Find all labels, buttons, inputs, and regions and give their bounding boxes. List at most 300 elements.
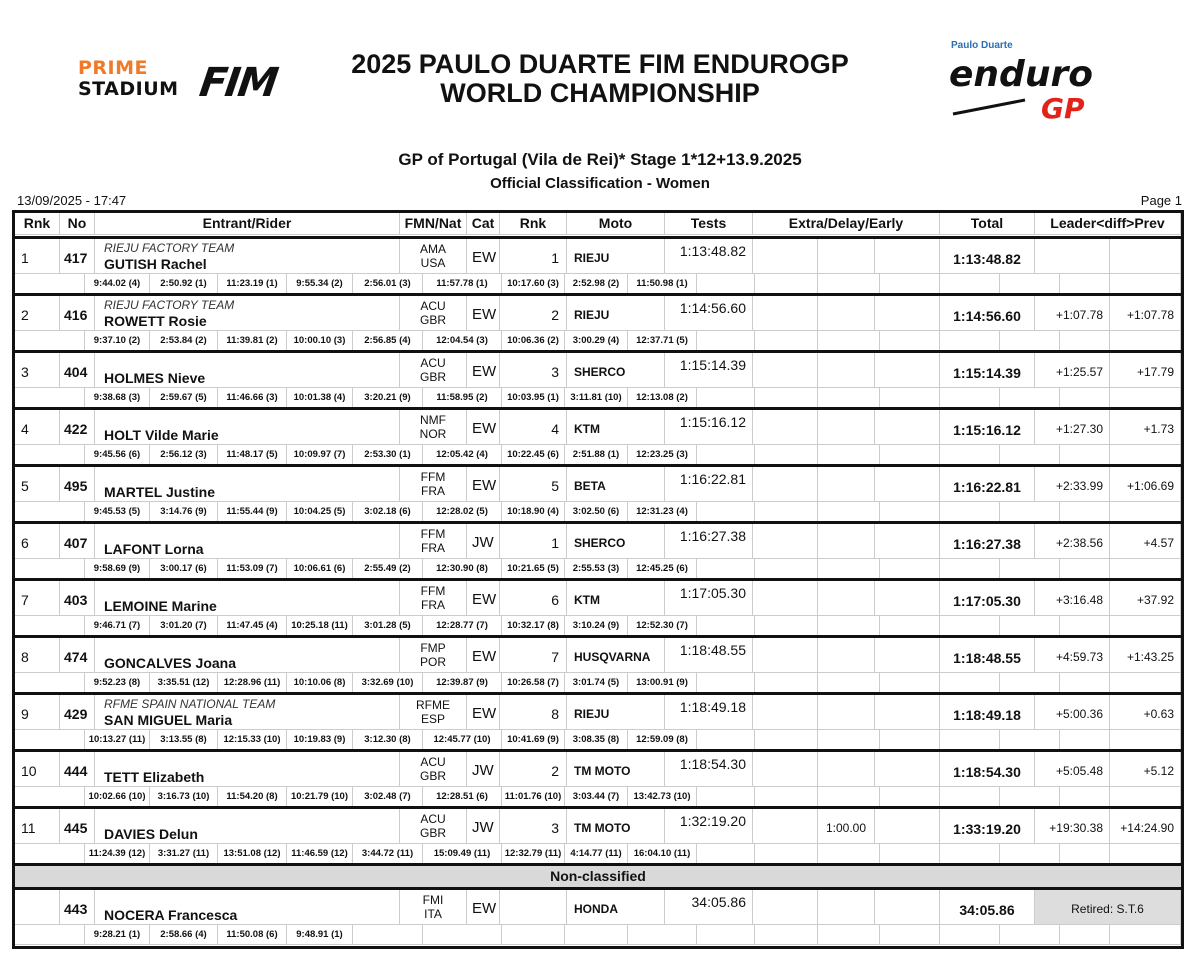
fmn-nat [400,353,467,388]
delay-time [818,524,875,559]
rank [15,890,60,925]
rider-name: HOLMES Nieve [104,370,206,386]
column-header-moto: Moto [567,213,665,235]
split-time: 2:55.49 (2) [353,559,423,579]
motorcycle: SHERCO [567,353,665,388]
tests-time: 1:15:16.12 [665,410,753,445]
early-time [875,353,940,388]
split-time [755,559,818,579]
split-time: 3:35.51 (12) [150,673,218,693]
split-time [755,925,818,945]
rank: 9 [15,695,60,730]
category: EW [467,239,500,274]
fmn: ACU [420,356,446,370]
split-time [1110,730,1181,750]
split-time: 10:32.17 (8) [502,616,565,636]
bib-number: 417 [60,239,95,274]
results-table [12,210,1184,949]
fmn-nat [400,524,467,559]
split-time: 9:52.23 (8) [85,673,150,693]
event-title: GP of Portugal (Vila de Rei)* Stage 1*12+13.9.2025 [398,150,802,169]
tests-time: 1:16:22.81 [665,467,753,502]
split-time [755,730,818,750]
split-time: 10:01.38 (4) [287,388,353,408]
split-time [940,388,1000,408]
entrant [95,524,400,559]
tests-time: 1:18:54.30 [665,752,753,787]
split-time: 9:55.34 (2) [287,274,353,294]
nat: GBR [419,826,446,840]
team-name: RIEJU FACTORY TEAM [104,241,235,255]
total-time: 1:18:48.55 [940,638,1035,673]
split-time: 2:53.84 (2) [150,331,218,351]
split-time: 11:46.59 (12) [287,844,353,864]
delay-time [818,353,875,388]
column-header-leader-diff-prev: Leader<diff>Prev [1035,213,1181,235]
split-time: 16:04.10 (11) [628,844,697,864]
split-time: 10:04.25 (5) [287,502,353,522]
split-time [697,925,755,945]
gap-leader: +2:38.56 [1035,524,1110,559]
split-time: 9:38.68 (3) [85,388,150,408]
early-time [875,890,940,925]
total-time: 1:16:22.81 [940,467,1035,502]
category-rank: 5 [500,467,567,502]
split-time: 10:17.60 (3) [502,274,565,294]
tests-time: 34:05.86 [665,890,753,925]
bib-number: 444 [60,752,95,787]
fmn: RFME [416,698,450,712]
rider-name: MARTEL Justine [104,484,215,500]
split-time [755,844,818,864]
nat: NOR [419,427,447,441]
split-time [1060,787,1110,807]
split-time: 3:00.29 (4) [565,331,628,351]
entrant [95,581,400,616]
extra-time [753,638,818,673]
split-time: 13:51.08 (12) [218,844,287,864]
split-time [15,787,85,807]
split-time [1000,673,1060,693]
split-time [697,502,755,522]
rider-row [15,578,1181,635]
motorcycle: SHERCO [567,524,665,559]
early-time [875,581,940,616]
split-time [1000,559,1060,579]
delay-time [818,752,875,787]
split-time [1000,787,1060,807]
split-time: 10:18.90 (4) [502,502,565,522]
entrant [95,809,400,844]
split-time [940,445,1000,465]
gap-previous: +5.12 [1110,752,1181,787]
rider-name: NOCERA Francesca [104,907,238,923]
gap-leader: +2:33.99 [1035,467,1110,502]
split-time: 2:58.66 (4) [150,925,218,945]
fmn-nat [400,581,467,616]
split-time [880,331,940,351]
split-time: 12:30.90 (8) [423,559,502,579]
tests-time: 1:16:27.38 [665,524,753,559]
split-time [940,559,1000,579]
split-time: 11:48.17 (5) [218,445,287,465]
category: EW [467,353,500,388]
category-rank: 7 [500,638,567,673]
split-time [1000,616,1060,636]
print-datetime: 13/09/2025 - 17:47 [17,193,127,208]
split-time: 3:13.55 (8) [150,730,218,750]
split-time [818,388,880,408]
delay-time [818,239,875,274]
split-time: 9:58.69 (9) [85,559,150,579]
split-time [818,844,880,864]
fmn-nat [400,410,467,445]
split-time: 3:08.35 (8) [565,730,628,750]
entrant [95,353,400,388]
fmn: ACU [420,299,446,313]
split-time [697,730,755,750]
rider-name: LEMOINE Marine [104,598,217,614]
split-time: 2:50.92 (1) [150,274,218,294]
column-header-rnk: Rnk [15,213,60,235]
status: Retired: S.T.6 [1035,890,1181,925]
tests-time: 1:13:48.82 [665,239,753,274]
category: JW [467,752,500,787]
entrant [95,410,400,445]
bib-number: 474 [60,638,95,673]
endurogp-logo [945,38,1115,123]
entrant [95,239,400,274]
split-time [880,673,940,693]
early-time [875,467,940,502]
split-time [1110,673,1181,693]
total-time: 1:17:05.30 [940,581,1035,616]
extra-time [753,524,818,559]
non-classified-header: Non-classified [15,863,1181,887]
split-time [697,673,755,693]
fmn-nat [400,239,467,274]
svg-text:GP: GP [1041,92,1085,123]
split-time: 10:26.58 (7) [502,673,565,693]
split-time [1110,787,1181,807]
total-time: 1:33:19.20 [940,809,1035,844]
motorcycle: RIEJU [567,695,665,730]
rider-name: GUTISH Rachel [104,256,207,272]
split-time [15,445,85,465]
nat: GBR [419,769,446,783]
split-time: 3:02.48 (7) [353,787,423,807]
split-time [1000,445,1060,465]
category-rank: 4 [500,410,567,445]
split-time [755,787,818,807]
split-time [880,559,940,579]
split-time: 11:23.19 (1) [218,274,287,294]
split-time [1110,445,1181,465]
split-time: 15:09.49 (11) [423,844,502,864]
category: EW [467,467,500,502]
category: EW [467,296,500,331]
split-time: 10:06.61 (6) [287,559,353,579]
split-time: 10:03.95 (1) [502,388,565,408]
total-time: 1:18:49.18 [940,695,1035,730]
split-time [1060,502,1110,522]
split-time [880,274,940,294]
split-time [755,616,818,636]
split-time [1110,616,1181,636]
category-rank: 1 [500,239,567,274]
split-time: 13:42.73 (10) [628,787,697,807]
total-time: 1:13:48.82 [940,239,1035,274]
rank: 4 [15,410,60,445]
split-time [1110,274,1181,294]
rider-row [15,635,1181,692]
split-time [755,388,818,408]
gap-leader: +1:07.78 [1035,296,1110,331]
split-time [1000,844,1060,864]
split-time: 13:00.91 (9) [628,673,697,693]
bib-number: 443 [60,890,95,925]
split-time: 12:52.30 (7) [628,616,697,636]
split-time: 11:55.44 (9) [218,502,287,522]
rider-row [15,293,1181,350]
fmn: FFM [420,584,446,598]
split-time: 12:23.25 (3) [628,445,697,465]
split-time [1000,730,1060,750]
page-number: Page 1 [1140,193,1182,208]
nat: ITA [424,907,442,921]
split-time: 3:03.44 (7) [565,787,628,807]
split-time [697,388,755,408]
tests-time: 1:14:56.60 [665,296,753,331]
split-time: 3:20.21 (9) [353,388,423,408]
split-time [697,787,755,807]
split-time [565,925,628,945]
split-time [1060,616,1110,636]
split-time [880,730,940,750]
split-time [15,925,85,945]
championship-title: 2025 PAULO DUARTE FIM ENDUROGP WORLD CHAMPIONSHIP [351,49,849,108]
tests-time: 1:15:14.39 [665,353,753,388]
total-time: 1:16:27.38 [940,524,1035,559]
split-time: 12:28.77 (7) [423,616,502,636]
split-time [1060,559,1110,579]
category: EW [467,890,500,925]
split-time [353,925,423,945]
tests-time: 1:32:19.20 [665,809,753,844]
split-time [15,559,85,579]
motorcycle: HUSQVARNA [567,638,665,673]
early-time [875,809,940,844]
split-time [940,274,1000,294]
fmn-nat [400,809,467,844]
nat: FRA [421,541,445,555]
gap-leader: +1:27.30 [1035,410,1110,445]
fmn-nat [400,296,467,331]
split-time [1110,331,1181,351]
early-time [875,296,940,331]
rider-row [15,806,1181,863]
split-time: 9:37.10 (2) [85,331,150,351]
motorcycle: BETA [567,467,665,502]
split-time [818,730,880,750]
split-time [755,673,818,693]
split-time [755,331,818,351]
rank: 1 [15,239,60,274]
extra-time [753,467,818,502]
rider-row [15,749,1181,806]
split-time [880,616,940,636]
split-time: 9:28.21 (1) [85,925,150,945]
split-time [940,787,1000,807]
category: EW [467,638,500,673]
split-time: 11:58.95 (2) [423,388,502,408]
split-time: 10:00.10 (3) [287,331,353,351]
early-time [875,638,940,673]
split-time: 10:21.65 (5) [502,559,565,579]
split-time: 2:56.12 (3) [150,445,218,465]
rider-row [15,350,1181,407]
column-header-extra-delay-early: Extra/Delay/Early [753,213,940,235]
bib-number: 495 [60,467,95,502]
split-time: 12:45.77 (10) [423,730,502,750]
split-time [880,502,940,522]
split-time [697,844,755,864]
split-time: 10:13.27 (11) [85,730,150,750]
extra-time [753,809,818,844]
split-time [697,559,755,579]
split-time: 11:39.81 (2) [218,331,287,351]
split-time: 12:31.23 (4) [628,502,697,522]
rider-row [15,521,1181,578]
split-time [1110,388,1181,408]
split-time [1060,274,1110,294]
split-time [755,502,818,522]
rider-name: LAFONT Lorna [104,541,204,557]
motorcycle: TM MOTO [567,809,665,844]
early-time [875,752,940,787]
split-time [697,274,755,294]
split-time [1110,925,1181,945]
split-time [880,388,940,408]
rank: 2 [15,296,60,331]
extra-time [753,410,818,445]
fmn-nat [400,638,467,673]
split-time [818,559,880,579]
delay-time: 1:00.00 [818,809,875,844]
split-time: 2:59.67 (5) [150,388,218,408]
split-time [818,331,880,351]
svg-text:enduro: enduro [949,54,1093,95]
split-time [1000,274,1060,294]
total-time: 1:15:14.39 [940,353,1035,388]
split-time [818,616,880,636]
total-time: 1:15:16.12 [940,410,1035,445]
split-time [880,787,940,807]
category: EW [467,581,500,616]
split-time [423,925,502,945]
category-rank: 2 [500,752,567,787]
extra-time [753,581,818,616]
split-time: 12:37.71 (5) [628,331,697,351]
category: EW [467,410,500,445]
rider-name: SAN MIGUEL Maria [104,712,233,728]
svg-text:Paulo Duarte: Paulo Duarte [951,40,1013,51]
tests-time: 1:18:48.55 [665,638,753,673]
split-time [1000,925,1060,945]
split-time: 3:12.30 (8) [353,730,423,750]
team-name: RIEJU FACTORY TEAM [104,298,235,312]
split-time [697,616,755,636]
split-time: 12:28.96 (11) [218,673,287,693]
split-time: 10:41.69 (9) [502,730,565,750]
split-time [15,388,85,408]
category: JW [467,809,500,844]
split-time [1060,730,1110,750]
split-time: 9:44.02 (4) [85,274,150,294]
delay-time [818,410,875,445]
column-header-no: No [60,213,95,235]
column-header-fmn-nat: FMN/Nat [400,213,467,235]
split-time [1110,502,1181,522]
gap-leader: +19:30.38 [1035,809,1110,844]
early-time [875,524,940,559]
split-time [880,925,940,945]
split-time: 2:55.53 (3) [565,559,628,579]
tests-time: 1:18:49.18 [665,695,753,730]
split-time [15,331,85,351]
split-time: 11:57.78 (1) [423,274,502,294]
rider-row [15,464,1181,521]
category-rank: 6 [500,581,567,616]
split-time: 10:25.18 (11) [287,616,353,636]
split-time: 2:53.30 (1) [353,445,423,465]
bib-number: 429 [60,695,95,730]
entrant [95,296,400,331]
extra-time [753,353,818,388]
fmn-nat [400,467,467,502]
split-time [755,274,818,294]
rank: 11 [15,809,60,844]
total-time: 34:05.86 [940,890,1035,925]
gap-leader: +4:59.73 [1035,638,1110,673]
split-time [15,274,85,294]
split-time: 10:19.83 (9) [287,730,353,750]
gap-previous: +4.57 [1110,524,1181,559]
split-time: 2:52.98 (2) [565,274,628,294]
split-time [1000,388,1060,408]
gap-leader: +5:00.36 [1035,695,1110,730]
gap-previous: +1.73 [1110,410,1181,445]
split-time: 12:28.02 (5) [423,502,502,522]
rank: 5 [15,467,60,502]
gap-previous: +1:07.78 [1110,296,1181,331]
column-header-total: Total [940,213,1035,235]
split-time: 11:54.20 (8) [218,787,287,807]
fim-logo: FIM [196,60,280,106]
bib-number: 403 [60,581,95,616]
prime-stadium-logo: PRIME STADIUM [78,57,179,100]
column-header-cat-rnk: Rnk [500,213,567,235]
early-time [875,695,940,730]
split-time [880,445,940,465]
rider-row [15,407,1181,464]
nat: FRA [421,484,445,498]
split-time: 11:01.76 (10) [502,787,565,807]
motorcycle: KTM [567,410,665,445]
extra-time [753,239,818,274]
split-time [818,925,880,945]
rider-name: GONCALVES Joana [104,655,236,671]
